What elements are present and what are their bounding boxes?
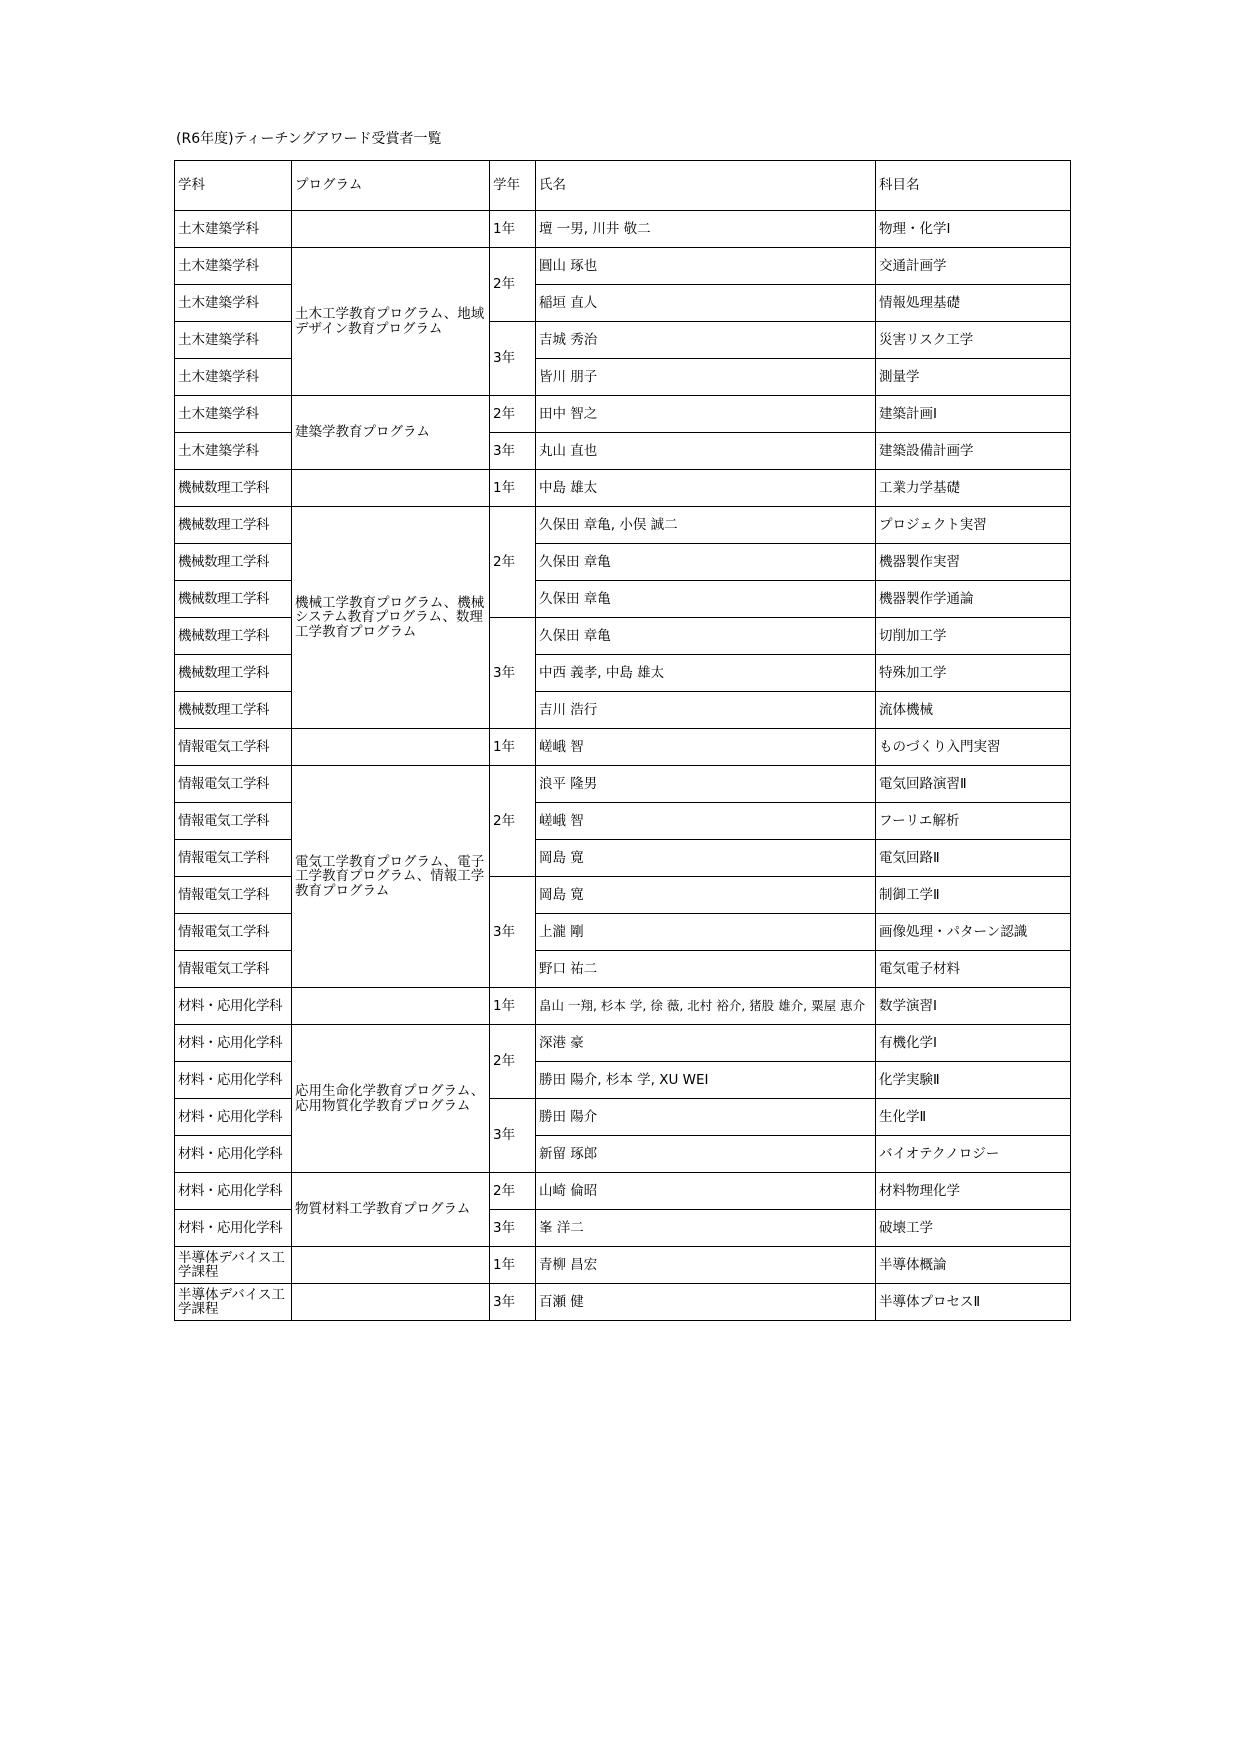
subject-cell: 工業力学基礎: [876, 470, 1071, 507]
subject-cell: 機器製作学通論: [876, 581, 1071, 618]
subject-cell: 生化学Ⅱ: [876, 1099, 1071, 1136]
subject-cell: 半導体概論: [876, 1247, 1071, 1284]
name-cell: 嵯峨 智: [536, 803, 876, 840]
name-cell: 畠山 一翔, 杉本 学, 徐 薇, 北村 裕介, 猪股 雄介, 粟屋 恵介: [536, 988, 876, 1025]
year-cell: 3年: [490, 322, 536, 396]
department-cell: 情報電気工学科: [175, 951, 292, 988]
name-cell: 久保田 章亀: [536, 544, 876, 581]
subject-cell: プロジェクト実習: [876, 507, 1071, 544]
department-cell: 情報電気工学科: [175, 877, 292, 914]
department-cell: 情報電気工学科: [175, 803, 292, 840]
header-row: [175, 161, 1071, 211]
department-cell: 土木建築学科: [175, 359, 292, 396]
table-row: [175, 211, 1071, 248]
department-cell: 機械数理工学科: [175, 655, 292, 692]
subject-cell: 物理・化学Ⅰ: [876, 211, 1071, 248]
name-cell: 野口 祐二: [536, 951, 876, 988]
subject-cell: 電気回路演習Ⅱ: [876, 766, 1071, 803]
program-cell: 建築学教育プログラム: [292, 396, 490, 470]
subject-cell: 数学演習Ⅰ: [876, 988, 1071, 1025]
name-cell: 岡島 寛: [536, 840, 876, 877]
table-row: [175, 248, 1071, 285]
name-cell: 稲垣 直人: [536, 285, 876, 322]
department-cell: 情報電気工学科: [175, 729, 292, 766]
subject-cell: フーリエ解析: [876, 803, 1071, 840]
year-cell: 2年: [490, 1173, 536, 1210]
department-cell: 土木建築学科: [175, 396, 292, 433]
year-cell: 2年: [490, 507, 536, 618]
year-cell: 3年: [490, 1284, 536, 1321]
table-row: [175, 1025, 1071, 1062]
subject-cell: 建築計画Ⅰ: [876, 396, 1071, 433]
program-cell: 電気工学教育プログラム、電子工学教育プログラム、情報工学教育プログラム: [292, 766, 490, 988]
name-cell: 吉川 浩行: [536, 692, 876, 729]
name-cell: 壇 一男, 川井 敬二: [536, 211, 876, 248]
name-cell: 嵯峨 智: [536, 729, 876, 766]
subject-cell: 制御工学Ⅱ: [876, 877, 1071, 914]
year-cell: 2年: [490, 248, 536, 322]
name-cell: 田中 智之: [536, 396, 876, 433]
department-cell: 情報電気工学科: [175, 914, 292, 951]
table-row: [175, 396, 1071, 433]
department-cell: 機械数理工学科: [175, 581, 292, 618]
name-cell: 皆川 朋子: [536, 359, 876, 396]
year-cell: 1年: [490, 470, 536, 507]
name-cell: 上瀧 剛: [536, 914, 876, 951]
year-cell: 3年: [490, 877, 536, 988]
subject-cell: 特殊加工学: [876, 655, 1071, 692]
program-cell: [292, 211, 490, 248]
subject-cell: 測量学: [876, 359, 1071, 396]
department-cell: 機械数理工学科: [175, 507, 292, 544]
department-cell: 材料・応用化学科: [175, 1099, 292, 1136]
subject-cell: 有機化学Ⅰ: [876, 1025, 1071, 1062]
department-cell: 材料・応用化学科: [175, 1173, 292, 1210]
year-cell: 1年: [490, 211, 536, 248]
year-cell: 3年: [490, 1099, 536, 1173]
department-cell: 半導体デバイス工学課程: [175, 1247, 292, 1284]
department-cell: 材料・応用化学科: [175, 988, 292, 1025]
program-cell: [292, 729, 490, 766]
subject-cell: 建築設備計画学: [876, 433, 1071, 470]
program-cell: [292, 1284, 490, 1321]
program-cell: 機械工学教育プログラム、機械システム教育プログラム、数理工学教育プログラム: [292, 507, 490, 729]
header-subject: 科目名: [876, 161, 1071, 211]
subject-cell: 化学実験Ⅱ: [876, 1062, 1071, 1099]
table-row: [175, 507, 1071, 544]
subject-cell: 材料物理化学: [876, 1173, 1071, 1210]
department-cell: 土木建築学科: [175, 248, 292, 285]
subject-cell: 破壊工学: [876, 1210, 1071, 1247]
program-cell: [292, 470, 490, 507]
subject-cell: ものづくり入門実習: [876, 729, 1071, 766]
department-cell: 機械数理工学科: [175, 692, 292, 729]
name-cell: 深港 豪: [536, 1025, 876, 1062]
department-cell: 材料・応用化学科: [175, 1025, 292, 1062]
program-cell: [292, 1247, 490, 1284]
subject-cell: 機器製作実習: [876, 544, 1071, 581]
department-cell: 材料・応用化学科: [175, 1210, 292, 1247]
year-cell: 1年: [490, 729, 536, 766]
department-cell: 土木建築学科: [175, 322, 292, 359]
name-cell: 浪平 隆男: [536, 766, 876, 803]
department-cell: 土木建築学科: [175, 211, 292, 248]
table-row: [175, 766, 1071, 803]
department-cell: 材料・応用化学科: [175, 1136, 292, 1173]
department-cell: 土木建築学科: [175, 285, 292, 322]
department-cell: 機械数理工学科: [175, 544, 292, 581]
name-cell: 中西 義孝, 中島 雄太: [536, 655, 876, 692]
name-cell: 新留 琢郎: [536, 1136, 876, 1173]
department-cell: 半導体デバイス工学課程: [175, 1284, 292, 1321]
subject-cell: 電気電子材料: [876, 951, 1071, 988]
subject-cell: 半導体プロセスⅡ: [876, 1284, 1071, 1321]
year-cell: 3年: [490, 433, 536, 470]
header-year: 学年: [490, 161, 536, 211]
table-row: [175, 988, 1071, 1025]
program-cell: 物質材料工学教育プログラム: [292, 1173, 490, 1247]
program-cell: [292, 988, 490, 1025]
year-cell: 2年: [490, 1025, 536, 1099]
subject-cell: 災害リスク工学: [876, 322, 1071, 359]
name-cell: 丸山 直也: [536, 433, 876, 470]
name-cell: 峯 洋二: [536, 1210, 876, 1247]
header-program: プログラム: [292, 161, 490, 211]
table-row: [175, 1173, 1071, 1210]
department-cell: 土木建築学科: [175, 433, 292, 470]
table-row: [175, 729, 1071, 766]
subject-cell: 情報処理基礎: [876, 285, 1071, 322]
name-cell: 勝田 陽介: [536, 1099, 876, 1136]
header-department: 学科: [175, 161, 292, 211]
name-cell: 岡島 寛: [536, 877, 876, 914]
page-title: (R6年度)ティーチングアワード受賞者一覧: [176, 131, 442, 147]
subject-cell: 画像処理・パターン認識: [876, 914, 1071, 951]
subject-cell: バイオテクノロジー: [876, 1136, 1071, 1173]
award-table: [174, 160, 1071, 1321]
year-cell: 1年: [490, 1247, 536, 1284]
name-cell: 青柳 昌宏: [536, 1247, 876, 1284]
header-name: 氏名: [536, 161, 876, 211]
program-cell: 土木工学教育プログラム、地域デザイン教育プログラム: [292, 248, 490, 396]
subject-cell: 交通計画学: [876, 248, 1071, 285]
name-cell: 久保田 章亀, 小俣 誠二: [536, 507, 876, 544]
program-cell: 応用生命化学教育プログラム、応用物質化学教育プログラム: [292, 1025, 490, 1173]
subject-cell: 電気回路Ⅱ: [876, 840, 1071, 877]
name-cell: 圓山 琢也: [536, 248, 876, 285]
subject-cell: 流体機械: [876, 692, 1071, 729]
department-cell: 情報電気工学科: [175, 766, 292, 803]
year-cell: 2年: [490, 396, 536, 433]
name-cell: 百瀬 健: [536, 1284, 876, 1321]
table-row: [175, 1247, 1071, 1284]
subject-cell: 切削加工学: [876, 618, 1071, 655]
year-cell: 3年: [490, 1210, 536, 1247]
year-cell: 2年: [490, 766, 536, 877]
name-cell: 吉城 秀治: [536, 322, 876, 359]
name-cell: 中島 雄太: [536, 470, 876, 507]
table-row: [175, 1284, 1071, 1321]
name-cell: 山崎 倫昭: [536, 1173, 876, 1210]
table-row: [175, 470, 1071, 507]
year-cell: 3年: [490, 618, 536, 729]
department-cell: 機械数理工学科: [175, 618, 292, 655]
department-cell: 情報電気工学科: [175, 840, 292, 877]
name-cell: 久保田 章亀: [536, 618, 876, 655]
department-cell: 機械数理工学科: [175, 470, 292, 507]
department-cell: 材料・応用化学科: [175, 1062, 292, 1099]
year-cell: 1年: [490, 988, 536, 1025]
name-cell: 久保田 章亀: [536, 581, 876, 618]
name-cell: 勝田 陽介, 杉本 学, XU WEI: [536, 1062, 876, 1099]
